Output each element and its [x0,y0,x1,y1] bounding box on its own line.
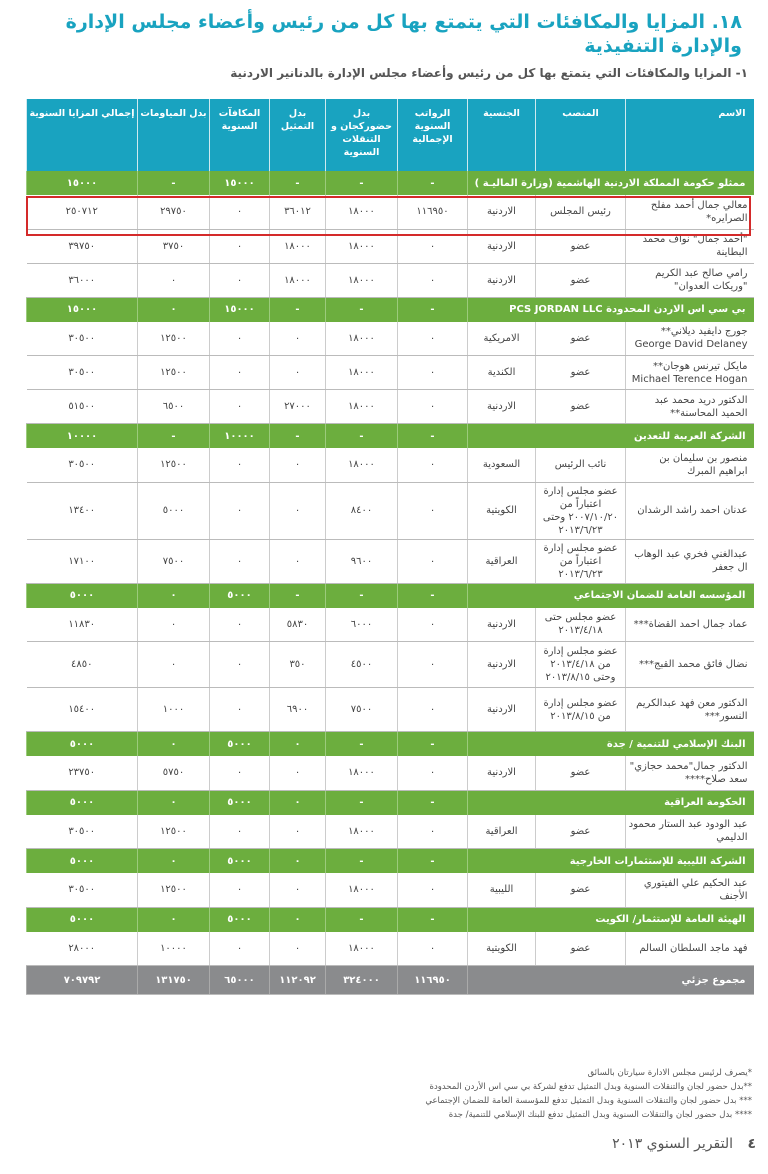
member-position: عضو [536,815,626,849]
value-cell: ٠ [398,229,468,263]
member-position: عضو [536,322,626,356]
member-position: عضو مجلس إدارة من ٢٠١٣/٤/١٨ وحتى ٢٠١٣/٨/١٥ [536,642,626,688]
group-row [27,583,754,608]
value-cell: ٠ [210,482,270,539]
value-cell: ١٨٠٠٠ [326,356,398,390]
group-row [27,424,754,449]
value-cell: ٠ [210,608,270,642]
value-cell: ٣٠٥٠٠ [27,322,138,356]
column-header: بدل التمثيل [270,99,326,171]
group-name: الشركة العربية للتعدين [468,424,754,449]
value-cell: ٠ [398,390,468,424]
value-cell: ١٠٠٠٠ [138,932,210,966]
value-cell: ١٨٠٠٠ [326,932,398,966]
value-cell: ١٨٠٠٠ [326,448,398,482]
value-cell: ٠ [398,263,468,297]
value-cell: ٠ [398,448,468,482]
group-name: الهيئة العامة للإستثمار/ الكويت [468,907,754,932]
member-name: عماد جمال احمد القضاة*** [626,608,754,642]
member-position: عضو مجلس إدارة اعتباراً من ٢٠٠٧/١٠/٢٠ وحتى ٢٠١٣/٦/٢٣ [536,482,626,539]
member-name: الدكتور دريد محمد عبد الحميد المحاسنة** [626,390,754,424]
member-nationality: الاردنية [468,229,536,263]
member-name: جورج دايفيد ديلاني** George David Delaney [626,322,754,356]
member-nationality: العراقية [468,815,536,849]
value-cell: ١٨٠٠٠ [326,322,398,356]
group-name: الحكومة العراقية [468,790,754,815]
group-value: ٠ [270,732,326,757]
value-cell: ٠ [398,815,468,849]
value-cell: ١١٨٣٠ [27,608,138,642]
value-cell: ٠ [210,539,270,583]
value-cell: ٠ [210,390,270,424]
table-row [27,932,754,966]
column-header: بدل حضوركجان و التنقلات السنوية [326,99,398,171]
table-row [27,229,754,263]
value-cell: ٣٥٠ [270,642,326,688]
group-value: - [398,424,468,449]
group-value: ٥٠٠٠ [27,849,138,874]
group-value: - [138,424,210,449]
table-row [27,756,754,790]
value-cell: ٠ [210,756,270,790]
group-value: - [270,171,326,195]
value-cell: ٩٦٠٠ [326,539,398,583]
value-cell: ١٢٥٠٠ [138,873,210,907]
value-cell: ٠ [270,873,326,907]
value-cell: ٠ [398,482,468,539]
value-cell: ٠ [270,756,326,790]
value-cell: ٦٠٠٠ [326,608,398,642]
group-value: ٥٠٠٠ [210,790,270,815]
value-cell: ١٢٥٠٠ [138,448,210,482]
group-value: ٠ [138,790,210,815]
value-cell: ١٨٠٠٠ [326,873,398,907]
column-header: الجنسية [468,99,536,171]
value-cell: ٠ [210,263,270,297]
group-value: - [270,583,326,608]
total-value: ١١٢٠٩٢ [270,966,326,995]
member-position: عضو مجلس إدارة من ٢٠١٣/٨/١٥ [536,688,626,732]
value-cell: ٠ [210,448,270,482]
column-header: إجمالي المزايا السنوية [27,99,138,171]
group-value: - [398,583,468,608]
page-title: ١٨. المزايا والمكافئات التي يتمتع بها كل من رئيس وأعضاء مجلس الإدارة والإدارة التنفيذية [65,11,742,57]
group-value: ٥٠٠٠ [210,907,270,932]
member-name: فهد ماجد السلطان السالم [626,932,754,966]
member-position: عضو [536,756,626,790]
group-name: المؤسسه العامة للضمان الاجتماعي [468,583,754,608]
value-cell: ٤٨٥٠ [27,642,138,688]
value-cell: ٠ [398,608,468,642]
table-row [27,448,754,482]
table-header-row [27,99,754,171]
group-value: - [398,732,468,757]
compensation-table [26,99,754,995]
total-value: ١١٦٩٥٠ [398,966,468,995]
group-row [27,171,754,195]
member-nationality: الاردنية [468,642,536,688]
table-row [27,482,754,539]
group-value: ٠ [270,849,326,874]
table-row [27,195,754,229]
member-position: عضو [536,873,626,907]
group-value: ٥٠٠٠ [27,907,138,932]
member-nationality: الاردنية [468,195,536,229]
value-cell: ٠ [210,873,270,907]
member-name: عبدالغني فخري عبد الوهاب ال جعفر [626,539,754,583]
group-row [27,849,754,874]
value-cell: ٠ [210,195,270,229]
value-cell: ٠ [270,448,326,482]
value-cell: ٣٠٥٠٠ [27,448,138,482]
group-value: - [326,849,398,874]
group-value: ٠ [138,849,210,874]
group-value: ١٠٠٠٠ [27,424,138,449]
group-row [27,907,754,932]
table-row [27,263,754,297]
table-row [27,873,754,907]
table-row [27,322,754,356]
value-cell: ٠ [210,932,270,966]
value-cell: ٣٦٠٠٠ [27,263,138,297]
member-name: عبد الودود عبد الستار محمود الدليمي [626,815,754,849]
member-name: منصور بن سليمان بن ابراهيم المبرك [626,448,754,482]
value-cell: ٠ [270,356,326,390]
value-cell: ٣٠٥٠٠ [27,873,138,907]
value-cell: ٠ [398,539,468,583]
value-cell: ١٢٥٠٠ [138,815,210,849]
value-cell: ٢٧٠٠٠ [270,390,326,424]
group-name: البنك الإسلامي للتنمية / جدة [468,732,754,757]
value-cell: ١١٦٩٥٠ [398,195,468,229]
value-cell: ٠ [210,322,270,356]
group-value: - [270,424,326,449]
total-label: مجموع جزئي [468,966,754,995]
value-cell: ٣٠٥٠٠ [27,356,138,390]
group-value: ٥٠٠٠ [27,583,138,608]
value-cell: ١٨٠٠٠ [326,263,398,297]
value-cell: ٠ [398,756,468,790]
group-value: ٥٠٠٠ [27,732,138,757]
group-row [27,732,754,757]
value-cell: ٠ [270,815,326,849]
value-cell: ٣٩٧٥٠ [27,229,138,263]
value-cell: ٠ [270,322,326,356]
value-cell: ٠ [398,322,468,356]
value-cell: ١٥٤٠٠ [27,688,138,732]
group-value: - [326,732,398,757]
group-value: - [398,907,468,932]
group-value: ٥٠٠٠ [210,732,270,757]
value-cell: ٦٩٠٠ [270,688,326,732]
group-value: ٠ [270,790,326,815]
value-cell: ١٧١٠٠ [27,539,138,583]
group-value: - [326,171,398,195]
value-cell: ٠ [210,815,270,849]
group-value: - [398,297,468,322]
value-cell: ١٨٠٠٠ [326,756,398,790]
value-cell: ٢٣٧٥٠ [27,756,138,790]
value-cell: ١٢٥٠٠ [138,322,210,356]
value-cell: ٧٥٠٠ [138,539,210,583]
group-value: - [326,424,398,449]
group-name: ممثلو حكومة المملكة الاردنية الهاشمية (وزارة الماليـة ) [468,171,754,195]
value-cell: ٥٨٣٠ [270,608,326,642]
member-nationality: الاردنية [468,688,536,732]
value-cell: ٣٧٥٠ [138,229,210,263]
footer-text: التقرير السنوي ٢٠١٣ [612,1136,733,1152]
value-cell: ١٨٠٠٠ [326,390,398,424]
value-cell: ٥٧٥٠ [138,756,210,790]
value-cell: ٦٥٠٠ [138,390,210,424]
group-value: - [398,849,468,874]
member-position: عضو [536,263,626,297]
group-value: ٥٠٠٠ [210,583,270,608]
group-value: ٥٠٠٠ [27,790,138,815]
value-cell: ٠ [270,482,326,539]
value-cell: ١٨٠٠٠ [270,229,326,263]
value-cell: ٢٨٠٠٠ [27,932,138,966]
value-cell: ١٣٤٠٠ [27,482,138,539]
group-value: - [270,297,326,322]
value-cell: ٠ [270,539,326,583]
member-position: عضو مجلس حتى ٢٠١٣/٤/١٨ [536,608,626,642]
member-name: نضال فائق محمد القبج*** [626,642,754,688]
member-nationality: الليبية [468,873,536,907]
group-row [27,297,754,322]
table-subtitle: ١- المزايا والمكافئات التي يتمتع بها كل من رئيس وأعضاء مجلس الإدارة بالدنانير الاردنية [230,66,748,80]
value-cell: ١٨٠٠٠ [326,195,398,229]
page-number: ٤ [747,1136,756,1152]
table-row [27,608,754,642]
total-value: ٦٥٠٠٠ [210,966,270,995]
value-cell: ٥١٥٠٠ [27,390,138,424]
table-row [27,815,754,849]
member-name: الدكتور معن فهد عبدالكريم النسور*** [626,688,754,732]
value-cell: ١٨٠٠٠ [326,815,398,849]
group-name: الشركة الليبية للإستثمارات الخارجية [468,849,754,874]
value-cell: ٥٠٠٠ [138,482,210,539]
member-position: عضو [536,390,626,424]
value-cell: ٠ [398,873,468,907]
value-cell: ٤٥٠٠ [326,642,398,688]
value-cell: ٣٦٠١٢ [270,195,326,229]
group-value: - [326,297,398,322]
member-position: عضو [536,356,626,390]
member-nationality: الكندية [468,356,536,390]
table-row [27,642,754,688]
member-name: عبد الحكيم علي الفيتوري الأجنف [626,873,754,907]
group-value: ٠ [138,732,210,757]
table-row [27,539,754,583]
group-value: ٠ [138,297,210,322]
group-value: - [398,171,468,195]
value-cell: ٠ [210,356,270,390]
member-position: عضو [536,932,626,966]
member-nationality: الامريكية [468,322,536,356]
member-name: الدكتور جمال"محمد حجازي" سعد صلاح**** [626,756,754,790]
member-nationality: الاردنية [468,756,536,790]
footnote-1: *يصرف لرئيس مجلس الادارة سيارتان بالسائق [587,1068,752,1078]
total-value: ١٣١٧٥٠ [138,966,210,995]
value-cell: ٠ [210,688,270,732]
table-row [27,356,754,390]
member-nationality: الكويتية [468,932,536,966]
group-value: - [326,790,398,815]
value-cell: ١٠٠٠ [138,688,210,732]
value-cell: ٠ [138,608,210,642]
value-cell: ٠ [398,642,468,688]
group-name: بي سي اس الاردن المحدودة PCS JORDAN LLC [468,297,754,322]
member-nationality: العراقية [468,539,536,583]
total-row [27,966,754,995]
group-value: ٥٠٠٠ [210,849,270,874]
footnote-4: **** بدل حضور لجان والتنقلات السنوية وبدل التمثيل تدفع للبنك الإسلامي للتنمية/ جدة [448,1110,752,1120]
group-value: - [326,907,398,932]
value-cell: ٠ [398,356,468,390]
member-nationality: الاردنية [468,608,536,642]
value-cell: ٠ [138,642,210,688]
member-name: معالي جمال أحمد مفلح الصرايره* [626,195,754,229]
value-cell: ٠ [210,229,270,263]
column-header: الاسم [626,99,754,171]
member-position: رئيس المجلس [536,195,626,229]
group-value: - [138,171,210,195]
table-row [27,390,754,424]
column-header: المنصب [536,99,626,171]
value-cell: ٠ [270,932,326,966]
group-row [27,790,754,815]
group-value: - [398,790,468,815]
group-value: ٠ [270,907,326,932]
member-position: عضو [536,229,626,263]
member-position: عضو مجلس إدارة اعتباراً من ٢٠١٣/٦/٢٣ [536,539,626,583]
total-value: ٧٠٩٧٩٢ [27,966,138,995]
group-value: ١٠٠٠٠ [210,424,270,449]
value-cell: ١٨٠٠٠ [270,263,326,297]
value-cell: ٢٩٧٥٠ [138,195,210,229]
value-cell: ٧٥٠٠ [326,688,398,732]
value-cell: ١٨٠٠٠ [326,229,398,263]
group-value: ٠ [138,907,210,932]
member-name: "أحمد جمال" نواف محمد البطاينة [626,229,754,263]
total-value: ٣٢٤٠٠٠ [326,966,398,995]
member-name: مايكل تيرنس هوجان** Michael Terence Hogan [626,356,754,390]
footnote-3: *** بدل حضور لجان والتنقلات السنوية وبدل التمثيل تدفع للمؤسسة العامة للضمان الإجتماعي [425,1096,752,1106]
member-nationality: الاردنية [468,263,536,297]
column-header: الرواتب السنوية الإجمالية [398,99,468,171]
value-cell: ٠ [398,932,468,966]
group-value: ١٥٠٠٠ [210,171,270,195]
value-cell: ٣٠٥٠٠ [27,815,138,849]
group-value: ١٥٠٠٠ [210,297,270,322]
value-cell: ١٢٥٠٠ [138,356,210,390]
member-position: نائب الرئيس [536,448,626,482]
value-cell: ٨٤٠٠ [326,482,398,539]
page-footer [612,1136,756,1152]
member-name: رامي صالح عبد الكريم "وريكات العدوان" [626,263,754,297]
member-nationality: الاردنية [468,390,536,424]
group-value: ١٥٠٠٠ [27,171,138,195]
value-cell: ٠ [210,642,270,688]
footnote-2: **بدل حضور لجان والتنقلات السنوية وبدل التمثيل تدفع لشركة بي سي اس الأردن المحدودة [429,1082,752,1092]
group-value: - [326,583,398,608]
member-nationality: الكويتية [468,482,536,539]
table-row [27,688,754,732]
member-name: عدنان احمد راشد الرشدان [626,482,754,539]
column-header: المكافآت السنوية [210,99,270,171]
group-value: ٠ [138,583,210,608]
column-header: بدل المياومات [138,99,210,171]
value-cell: ٢٥٠٧١٢ [27,195,138,229]
value-cell: ٠ [398,688,468,732]
member-nationality: السعودية [468,448,536,482]
group-value: ١٥٠٠٠ [27,297,138,322]
value-cell: ٠ [138,263,210,297]
